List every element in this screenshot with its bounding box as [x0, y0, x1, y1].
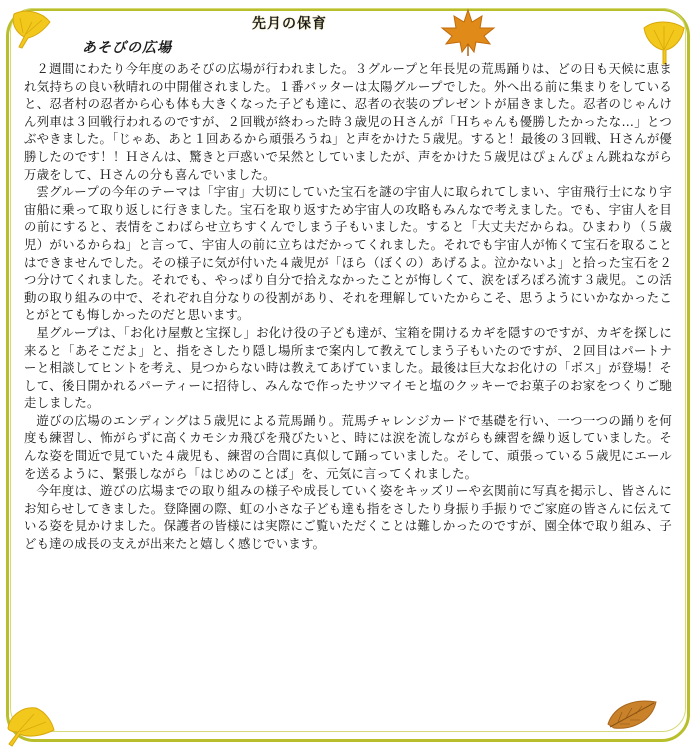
paragraph-star-group: 星グループは、「お化け屋敷と宝探し」お化け役の子ども達が、宝箱を開けるカギを隠すのですが、カギを探しに来ると「あそこだよ」と、指をさしたり隠し場所まで案内して教えてしまう子もいたのですが、２回目はパートナーと相談してヒントを考え、見つからない時は教えてあげていました。最後は巨大なお化けの「ボス」が登場！そして、後日開かれるパーティーに招待し、みんなで作ったサツマイモと塩のクッキーでお菓子のお家をつくりご馳走しました。 [24, 324, 672, 411]
maple-leaf-icon [440, 8, 496, 58]
paragraph-summary: 今年度は、遊びの広場までの取り組みの様子や成長していく姿をキッズリーや玄関前に写真を掲示し、皆さんにお知らせしてきました。登降園の際、虹の小さな子ども達も指をさしたり身振り手振りでご家庭の皆さんに伝えている姿を見かけました。保護者の皆様には実際にご覧いただくことは難しかったのですが、園全体で取り組み、子ども達の成長の支えが出来たと嬉しく感じでいます。 [24, 483, 672, 552]
article-body [24, 60, 672, 553]
page-title: 先月の保育 [252, 16, 327, 32]
ginkgo-leaf-icon [8, 8, 56, 54]
paragraph-arauma-dance: 遊びの広場のエンディングは５歳児による荒馬踊り。荒馬チャレンジカードで基礎を行い、一つ一つの踊りを何度も練習し、怖がらずに高くカモシカ飛びを飛びたいと、時には涙を流しながらも練習を繰り返していました。そんな姿を間近で見ていた４歳児も、練習の合間に真似して踊っていました。そして、頑張っている５歳児にエールを送るように、緊張しながら「はじめのことば」を、元気に言ってくれました。 [24, 412, 672, 481]
paragraph-cloud-group: 雲グループの今年のテーマは「宇宙」大切にしていた宝石を謎の宇宙人に取られてしまい、宇宙飛行士になり宇宙船に乗って取り返しに行きました。宝石を取り返すため宇宙人の攻略もみんなで考えました。でも、宇宙人を目の前にすると、表情をこわばらせ立ちすくんでしまう子もいました。すると「大丈夫だからね。ひまわり（５歳児）がいるからね」と言って、宇宙人の前に立ちはだかってくれました。それでも宇宙人が怖くて宝石を取ることはできませんでした。その様子に気が付いた４歳児が「ほら（ぼくの）あげるよ。泣かないよ」と拾った宝石を２つ分けてくれました。それでも、やっぱり自分で拾えなかったことが悔しくて、涙をぽろぽろ流す３歳児。この活動の取り組みの中で、それぞれ自分なりの役割があり、それを理解していたからこそ、思うようにいかなかったことがとても悔しかったのだと思います。 [24, 184, 672, 323]
brown-leaf-icon [604, 694, 660, 734]
paragraph-sun-group: ２週間にわたり今年度のあそびの広場が行われました。３グループと年長児の荒馬踊りは、どの日も天候に恵まれ気持ちの良い秋晴れの中開催されました。１番バッターは太陽グループでした。外へ出る前に集まりをしていると、忍者村の忍者から心も体も大きくなった子ども達に、忍者の衣装のプレゼントが届きました。忍者のじゃんけん列車は３回戦行われるのですが、２回戦が終わった時３歳児のＨさんが「Ｈちゃんも優勝したかったな…」とつぶやきました。「じゃあ、あと１回あるから頑張ろうね」と声をかけた５歳児。すると！最後の３回戦、Ｈさんが優勝したのです！！Ｈさんは、驚きと戸惑いで呆然としていましたが、声をかけた５歳児はぴょんぴょん跳ねながら万歳をして、Ｈさんの分も喜んでいました。 [24, 61, 673, 182]
ginkgo-leaf-icon [6, 700, 62, 750]
section-heading: あそびの広場 [82, 40, 172, 56]
